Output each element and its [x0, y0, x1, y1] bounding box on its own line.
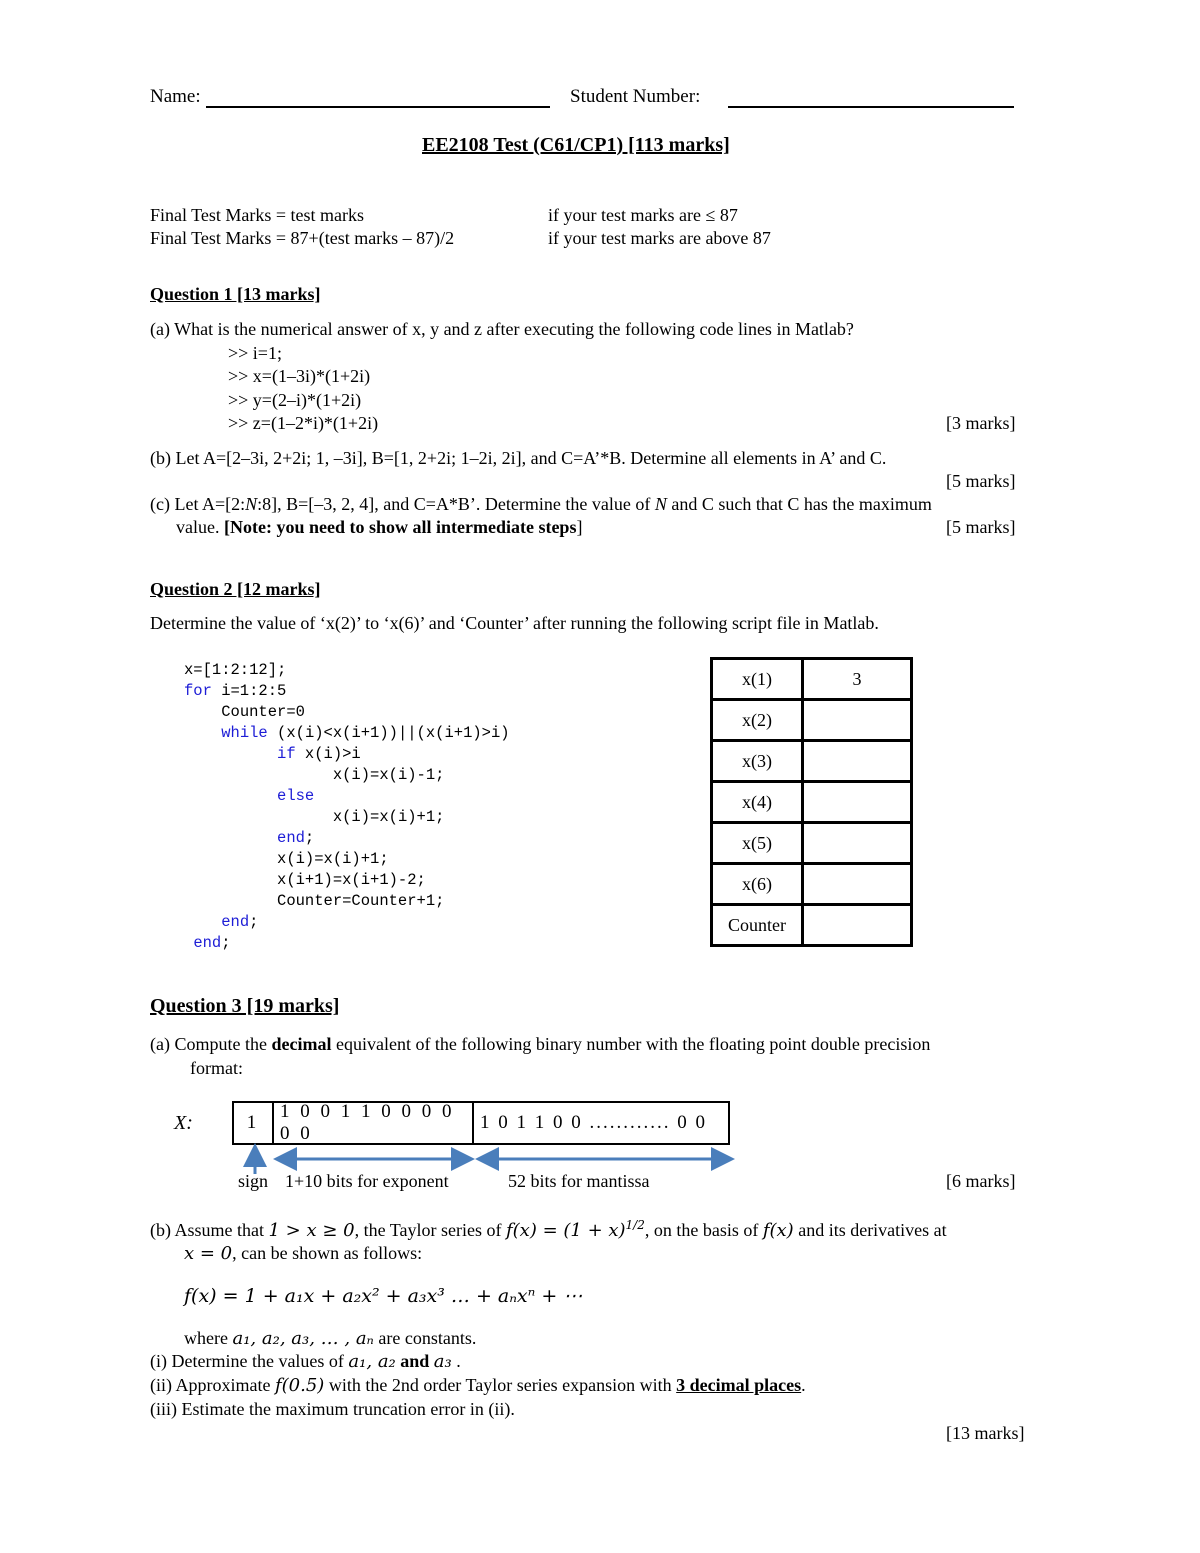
row-label: x(6)	[712, 864, 803, 905]
q1c-text: (c) Let A=[2:N:8], B=[–3, 2, 4], and C=A*B’. Determine the value of N and C such that C has the maximum	[150, 494, 932, 514]
q3b-text: (b) Assume that 1 > x ≥ 0, the Taylor series of $f(x) = (1 + x)^{1/2}$, on the basis of f(x) and its derivatives at	[150, 1218, 947, 1241]
answer-cell[interactable]	[803, 864, 912, 905]
mantissa-bits: 1 0 1 1 0 0 ............ 0 0	[480, 1112, 707, 1133]
q1b-marks: [5 marks]	[946, 471, 1016, 491]
row-label: x(2)	[712, 700, 803, 741]
q1a-line: >> x=(1–3i)*(1+2i)	[228, 366, 371, 386]
q1b-text: (b) Let A=[2–3i, 2+2i; 1, –3i], B=[1, 2+2i; 1–2i, 2i], and C=A’*B. Determine all elements in A’ and C.	[150, 448, 887, 468]
q3b-text-line2: x = 0, can be shown as follows:	[184, 1243, 423, 1264]
q3a-text-line2: format:	[190, 1058, 243, 1078]
q3-heading: Question 3 [19 marks]	[150, 995, 340, 1017]
answer-cell[interactable]	[803, 782, 912, 823]
rule-1-condition: if your test marks are ≤ 87	[548, 205, 738, 225]
x-label: X:	[174, 1112, 193, 1134]
q1a-text: (a) What is the numerical answer of x, y and z after executing the following code lines in Matlab?	[150, 319, 854, 339]
name-field-line[interactable]	[206, 106, 550, 108]
q3a-marks: [6 marks]	[946, 1171, 1016, 1191]
q1a-marks: [3 marks]	[946, 413, 1016, 433]
rule-2-condition: if your test marks are above 87	[548, 228, 771, 248]
student-number-field-line[interactable]	[728, 106, 1014, 108]
table-row	[712, 905, 912, 946]
answer-cell[interactable]	[803, 741, 912, 782]
mantissa-label: 52 bits for mantissa	[508, 1171, 650, 1191]
rule-2-formula: Final Test Marks = 87+(test marks – 87)/2	[150, 228, 455, 248]
sign-bit: 1	[234, 1103, 274, 1143]
row-label: x(3)	[712, 741, 803, 782]
row-label: Counter	[712, 905, 803, 946]
q2-text: Determine the value of ‘x(2)’ to ‘x(6)’ and ‘Counter’ after running the following script file in Matlab.	[150, 613, 879, 633]
q3b-i: (i) Determine the values of a₁, a₂ and a₃ .	[150, 1351, 461, 1372]
q1c-text-line2: value. [Note: you need to show all intermediate steps]	[176, 517, 583, 537]
q3b-marks: [13 marks]	[946, 1423, 1025, 1443]
q3b-iii: (iii) Estimate the maximum truncation error in (ii).	[150, 1399, 515, 1419]
page-title: EE2108 Test (C61/CP1) [113 marks]	[422, 134, 730, 156]
table-row	[712, 782, 912, 823]
table-row	[712, 823, 912, 864]
answer-cell[interactable]	[803, 700, 912, 741]
table-row	[712, 864, 912, 905]
answer-cell: 3	[803, 659, 912, 700]
q1-heading: Question 1 [13 marks]	[150, 284, 321, 304]
rule-1-formula: Final Test Marks = test marks	[150, 205, 365, 225]
exponent-bits: 1 0 0 1 1 0 0 0 0 0 0	[274, 1103, 474, 1143]
q2-heading: Question 2 [12 marks]	[150, 579, 321, 599]
row-label: x(4)	[712, 782, 803, 823]
name-label: Name:	[150, 86, 201, 107]
matlab-script: x=[1:2:12]; for i=1:2:5 Counter=0 while (x(i)<x(i+1))||(x(i+1)>i) if x(i)>i x(i)=x(i)-1; else x(i)=x(i)+1; end; x(i)=x(i)+1; x(i+1)=x(i+1)-2; Counter=Counter+1; end; end;	[184, 661, 510, 952]
student-number-label: Student Number:	[570, 86, 701, 107]
answer-cell[interactable]	[803, 905, 912, 946]
table-row	[712, 659, 912, 700]
row-label: x(5)	[712, 823, 803, 864]
exponent-label: 1+10 bits for exponent	[285, 1171, 449, 1191]
table-row	[712, 700, 912, 741]
row-label: x(1)	[712, 659, 803, 700]
answer-cell[interactable]	[803, 823, 912, 864]
table-row	[712, 741, 912, 782]
q1a-line: >> i=1;	[228, 343, 282, 363]
binary-number-box	[232, 1101, 730, 1145]
q3a-text: (a) Compute the decimal equivalent of the following binary number with the floating point double precision	[150, 1034, 931, 1054]
q3b-ii: (ii) Approximate f(0.5) with the 2nd order Taylor series expansion with 3 decimal places.	[150, 1375, 806, 1396]
q1c-marks: [5 marks]	[946, 517, 1016, 537]
taylor-series: f(x) = 1 + a₁x + a₂x² + a₃x³ … + aₙxⁿ + ⋯	[184, 1285, 583, 1307]
answer-table	[710, 657, 913, 947]
q1a-line: >> z=(1–2*i)*(1+2i)	[228, 413, 379, 433]
sign-label: sign	[238, 1171, 269, 1191]
q1a-line: >> y=(2–i)*(1+2i)	[228, 390, 362, 410]
where-text: where a₁, a₂, a₃, … , aₙ are constants.	[184, 1328, 477, 1349]
